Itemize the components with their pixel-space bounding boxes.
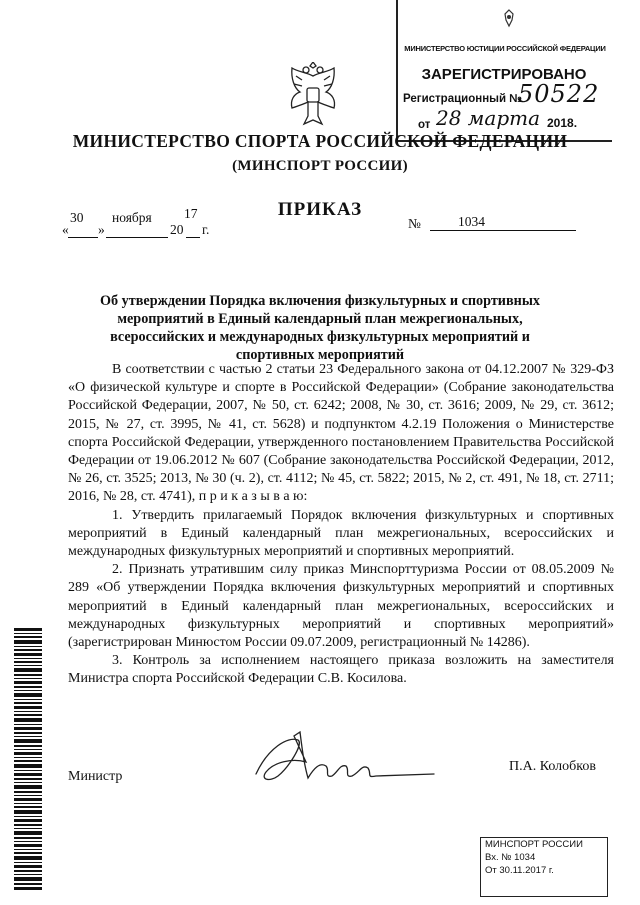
order-subject: Об утверждении Порядка включения физкультурных и спортивных мероприятий в Единый календарный план межрегиональных, всероссийских и международных физкультурных мероприятий и спортивных мероприятий	[100, 293, 540, 363]
date-year-underline	[186, 222, 200, 238]
stamp-ministry: МИНИСТЕРСТВО ЮСТИЦИИ РОССИЙСКОЙ ФЕДЕРАЦИИ	[404, 44, 606, 53]
signer-post: Министр	[68, 769, 123, 784]
incoming-stamp-date: От 30.11.2017 г.	[485, 865, 554, 876]
date-year-suffix: г.	[202, 222, 210, 237]
body-paragraph-3: 3. Контроль за исполнением настоящего приказа возложить на заместителя Министра спорта Российской Федерации С.В. Косилова.	[68, 653, 614, 687]
date-day-underline	[68, 222, 98, 238]
stamp-reg-number: 50522	[518, 80, 600, 108]
stamp-date-prefix: от	[418, 119, 431, 131]
incoming-stamp-number: Вх. № 1034	[485, 852, 536, 863]
ministry-name: МИНИСТЕРСТВО СПОРТА РОССИЙСКОЙ ФЕДЕРАЦИИ	[72, 131, 568, 151]
stamp-date: 28 марта	[436, 106, 541, 130]
body-paragraph-2: 2. Признать утратившим силу приказ Минспорттуризма России от 08.05.2009 № 289 «Об утверждении Порядка включения физкультурных мероприятий и спортивных мероприятий в Единый календарный план межрегиональных, всероссийских и международных физкультурных мероприятий и спортивных мероприятий» (зарегистрирован Минюстом России 09.07.2009, регистрационный № 14286).	[68, 562, 614, 651]
incoming-stamp-org: МИНСПОРТ РОССИИ	[485, 839, 583, 850]
ministry-short-name: (МИНСПОРТ РОССИИ)	[232, 158, 408, 174]
date-month-underline	[106, 222, 168, 238]
order-number	[408, 214, 578, 234]
body-paragraph-1: 1. Утвердить прилагаемый Порядок включения физкультурных и спортивных мероприятий в Единый календарный план межрегиональных, всероссийских и международных физкультурных мероприятий и спортивных мероприятий.	[68, 507, 614, 560]
order-date	[62, 206, 242, 240]
document-title: ПРИКАЗ	[277, 199, 363, 220]
handwritten-signature	[248, 728, 438, 788]
date-month: ноября	[112, 210, 152, 225]
coat-of-arms-icon	[282, 62, 344, 130]
order-body	[68, 361, 614, 689]
stamp-year: 2018.	[547, 116, 578, 130]
stamp-status: ЗАРЕГИСТРИРОВАНО	[421, 66, 587, 83]
number-value: 1034	[458, 214, 485, 229]
date-day: 30	[70, 210, 84, 225]
number-label: №	[408, 216, 421, 231]
date-quote-close: »	[98, 222, 105, 237]
stamp-reg-label: Регистрационный №	[403, 93, 523, 105]
date-year: 17	[184, 206, 198, 221]
body-paragraph-preamble: В соответствии с частью 2 статьи 23 Федерального закона от 04.12.2007 № 329-ФЗ «О физической культуре и спорте в Российской Федерации» (Собрание законодательства Российской Федерации, 2007, № 50, ст. 6242; 2008, № 30, ст. 3616; 2009, № 29, ст. 3612; 2015, № 27, ст. 3995, № 41, ст. 5628) и подпунктом 4.2.19 Положения о Министерстве спорта Российской Федерации, утвержденного постановлением Правительства Российской Федерации от 19.06.2012 № 607 (Собрание законодательства Российской Федерации, 2012, № 26, ст. 3525; 2013, № 30 (ч. 2), ст. 4112; № 45, ст. 5822; 2015, № 2, ст. 491, № 18, ст. 2711; 2016, № 28, ст. 4741), п р и к а з ы в а ю:	[68, 362, 614, 505]
number-underline	[430, 230, 576, 231]
date-year-prefix: 20	[170, 222, 184, 237]
date-quote-open: «	[62, 222, 69, 237]
signer-name: П.А. Колобков	[509, 759, 596, 774]
incoming-stamp	[480, 837, 608, 897]
stamp-emblem-icon	[500, 8, 518, 30]
barcode-icon	[14, 628, 42, 890]
